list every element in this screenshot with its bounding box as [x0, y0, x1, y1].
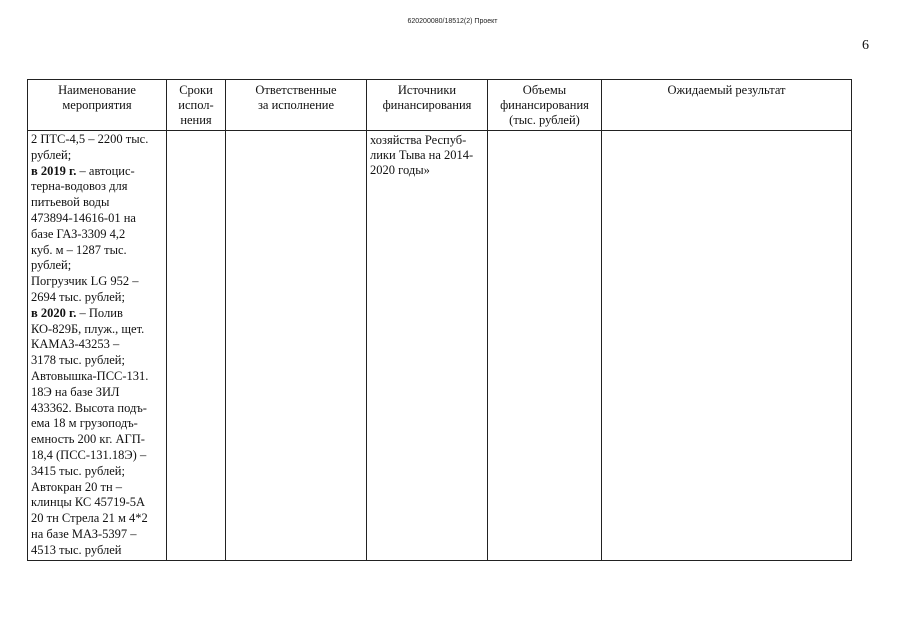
- header-terms-line: испол-: [178, 98, 214, 112]
- header-sources-line: Источники: [397, 83, 457, 97]
- header-sources: [367, 80, 488, 131]
- header-volumes-line: финансирования: [500, 98, 589, 112]
- measure-text: КАМАЗ-43253 –: [31, 337, 120, 352]
- measure-line: [31, 227, 163, 243]
- measure-text: куб. м – 1287 тыс.: [31, 242, 127, 257]
- measure-line: [31, 258, 163, 274]
- measure-text: 2694 тыс. рублей;: [31, 289, 125, 304]
- cell-responsible: [226, 131, 367, 561]
- measure-text: 433362. Высота подъ-: [31, 400, 147, 415]
- measure-text: рублей;: [31, 258, 72, 273]
- header-responsible-line: за исполнение: [257, 98, 335, 112]
- measure-line: [31, 179, 163, 195]
- measure-line: [31, 369, 163, 385]
- cell-sources: [367, 131, 488, 561]
- measure-text: ема 18 м грузоподъ-: [31, 416, 138, 431]
- measure-text: клинцы КС 45719-5А: [31, 495, 146, 510]
- measure-text: 18Э на базе ЗИЛ: [31, 384, 120, 399]
- cell-result: [602, 131, 852, 561]
- measure-text: Автокран 20 тн –: [31, 479, 123, 494]
- header-terms: [167, 80, 226, 131]
- measure-text: – Полив: [76, 305, 123, 320]
- measure-line: [31, 132, 163, 148]
- header-name: [28, 80, 167, 131]
- measure-line: [31, 195, 163, 211]
- measure-line: [31, 432, 163, 448]
- header-responsible: [226, 80, 367, 131]
- measure-text: рублей;: [31, 147, 72, 162]
- header-result-line: Ожидаемый результат: [667, 83, 786, 97]
- measure-text: 3178 тыс. рублей;: [31, 353, 125, 368]
- header-terms-line: Сроки: [179, 83, 213, 97]
- source-line: лики Тыва на 2014-: [370, 148, 474, 162]
- header-volumes-line: (тыс. рублей): [509, 113, 580, 127]
- measure-line: [31, 306, 163, 322]
- measure-line: [31, 416, 163, 432]
- measure-line: [31, 353, 163, 369]
- measure-line: [31, 290, 163, 306]
- table-row: [28, 131, 852, 561]
- measure-line: [31, 148, 163, 164]
- measure-text: Автовышка-ПСС-131.: [31, 368, 149, 383]
- measure-line: [31, 337, 163, 353]
- measure-line: [31, 243, 163, 259]
- measure-line: [31, 401, 163, 417]
- measures-table: [27, 79, 852, 561]
- measure-text: базе ГАЗ-3309 4,2: [31, 226, 126, 241]
- measure-text: КО-829Б, плуж., щет.: [31, 321, 145, 336]
- measure-text: – автоцис-: [76, 163, 135, 178]
- measure-text: питьевой воды: [31, 195, 110, 210]
- measure-line: [31, 448, 163, 464]
- measure-line: [31, 385, 163, 401]
- measure-line: [31, 464, 163, 480]
- measure-text: 473894-14616-01 на: [31, 210, 136, 225]
- page-number: 6: [862, 38, 869, 53]
- measure-line: [31, 511, 163, 527]
- cell-volumes: [488, 131, 602, 561]
- measure-line: [31, 322, 163, 338]
- measure-line: [31, 211, 163, 227]
- header-volumes-line: Объемы: [522, 83, 567, 97]
- measure-text: 20 тн Стрела 21 м 4*2: [31, 511, 148, 526]
- header-name-line: Наименование: [58, 83, 136, 97]
- measure-line: [31, 543, 163, 559]
- measure-text: 2 ПТС-4,5 – 2200 тыс.: [31, 132, 149, 146]
- measure-line: [31, 274, 163, 290]
- header-name-line: мероприятия: [62, 98, 132, 112]
- measure-line: [31, 527, 163, 543]
- year-label: в 2020 г.: [31, 305, 77, 320]
- measure-line: [31, 480, 163, 496]
- source-line: 2020 годы»: [370, 163, 430, 177]
- source-line: хозяйства Респуб-: [370, 133, 467, 147]
- header-result: [602, 80, 852, 131]
- measure-text: на базе МАЗ-5397 –: [31, 526, 137, 541]
- header-volumes: [488, 80, 602, 131]
- measure-text: 4513 тыс. рублей: [31, 542, 122, 557]
- table-header-row: [28, 80, 852, 131]
- measure-text: 18,4 (ПСС-131.18Э) –: [31, 447, 147, 462]
- measure-text: терна-водовоз для: [31, 179, 128, 194]
- header-terms-line: нения: [180, 113, 212, 127]
- header-responsible-line: Ответственные: [255, 83, 337, 97]
- measure-text: емность 200 кг. АГП-: [31, 432, 145, 447]
- measure-line: [31, 495, 163, 511]
- cell-terms: [167, 131, 226, 561]
- measure-text: 3415 тыс. рублей;: [31, 463, 125, 478]
- year-label: в 2019 г.: [31, 163, 77, 178]
- measure-line: [31, 164, 163, 180]
- document-header: 620200080/18512(2) Проект: [407, 18, 498, 25]
- measure-text: Погрузчик LG 952 –: [31, 274, 139, 289]
- header-sources-line: финансирования: [382, 98, 472, 112]
- cell-measure-name: [28, 131, 167, 561]
